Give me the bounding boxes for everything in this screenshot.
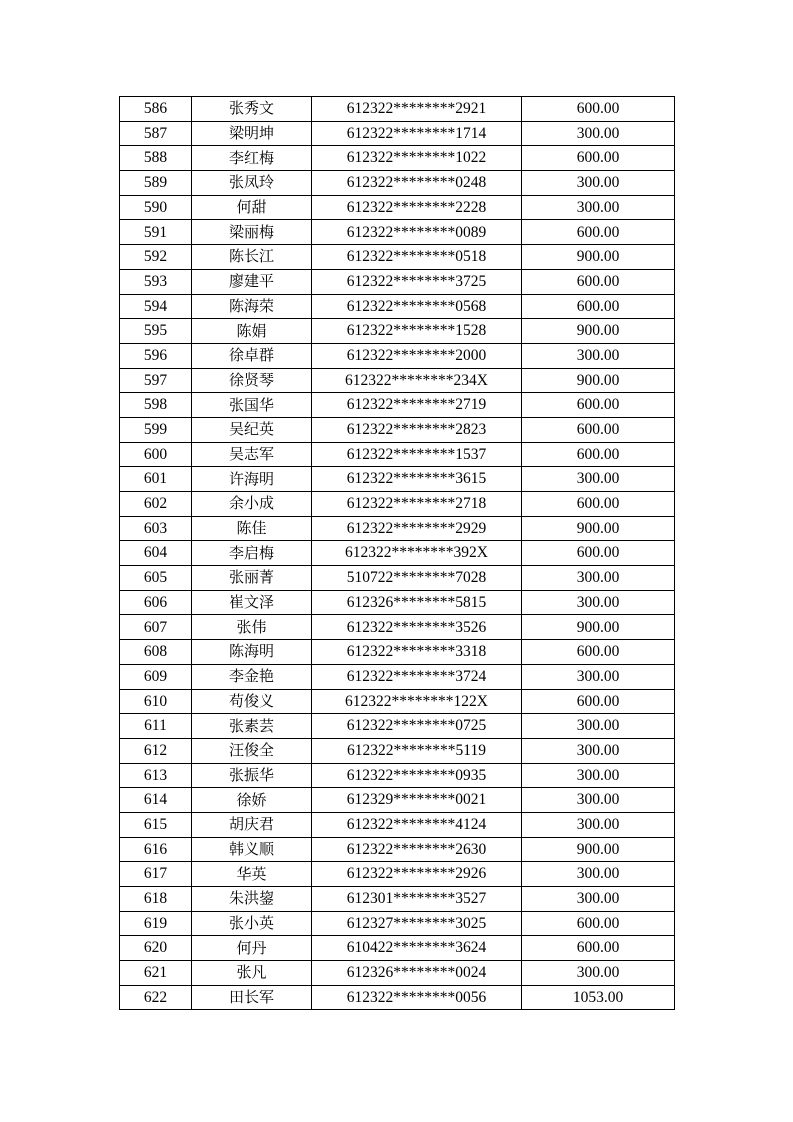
name-cell: 陈海明 [192, 640, 312, 665]
row-number-cell: 617 [120, 862, 192, 887]
table-row [120, 269, 675, 294]
id-number-cell: 612322********4124 [312, 812, 522, 837]
row-number-cell: 604 [120, 541, 192, 566]
amount-cell: 600.00 [522, 294, 675, 319]
id-number-cell: 612326********0024 [312, 961, 522, 986]
row-number-cell: 600 [120, 442, 192, 467]
id-number-cell: 612322********3724 [312, 664, 522, 689]
amount-cell: 1053.00 [522, 985, 675, 1010]
id-number-cell: 612329********0021 [312, 788, 522, 813]
amount-cell: 300.00 [522, 171, 675, 196]
table-row [120, 171, 675, 196]
id-number-cell: 612322********0056 [312, 985, 522, 1010]
row-number-cell: 595 [120, 319, 192, 344]
table-row [120, 492, 675, 517]
amount-cell: 900.00 [522, 368, 675, 393]
id-number-cell: 612322********0518 [312, 245, 522, 270]
row-number-cell: 618 [120, 887, 192, 912]
name-cell: 许海明 [192, 467, 312, 492]
table-row [120, 640, 675, 665]
name-cell: 何甜 [192, 195, 312, 220]
name-cell: 李红梅 [192, 146, 312, 171]
table-row [120, 541, 675, 566]
row-number-cell: 614 [120, 788, 192, 813]
name-cell: 余小成 [192, 492, 312, 517]
name-cell: 张振华 [192, 763, 312, 788]
id-number-cell: 612327********3025 [312, 911, 522, 936]
row-number-cell: 609 [120, 664, 192, 689]
table-row [120, 985, 675, 1010]
amount-cell: 300.00 [522, 121, 675, 146]
table-row [120, 319, 675, 344]
name-cell: 吴纪英 [192, 417, 312, 442]
table-row [120, 837, 675, 862]
row-number-cell: 588 [120, 146, 192, 171]
table-row [120, 146, 675, 171]
table-row [120, 887, 675, 912]
table-row [120, 936, 675, 961]
amount-cell: 300.00 [522, 590, 675, 615]
name-cell: 汪俊全 [192, 738, 312, 763]
name-cell: 田长军 [192, 985, 312, 1010]
table-row [120, 294, 675, 319]
id-number-cell: 612322********1714 [312, 121, 522, 146]
amount-cell: 600.00 [522, 936, 675, 961]
amount-cell: 600.00 [522, 442, 675, 467]
id-number-cell: 612322********122X [312, 689, 522, 714]
amount-cell: 900.00 [522, 245, 675, 270]
table-row [120, 689, 675, 714]
amount-cell: 600.00 [522, 541, 675, 566]
row-number-cell: 599 [120, 417, 192, 442]
id-number-cell: 612322********1022 [312, 146, 522, 171]
row-number-cell: 619 [120, 911, 192, 936]
amount-cell: 900.00 [522, 319, 675, 344]
name-cell: 胡庆君 [192, 812, 312, 837]
table-row [120, 714, 675, 739]
name-cell: 陈佳 [192, 516, 312, 541]
id-number-cell: 612322********0725 [312, 714, 522, 739]
row-number-cell: 601 [120, 467, 192, 492]
amount-cell: 600.00 [522, 146, 675, 171]
row-number-cell: 593 [120, 269, 192, 294]
table-row [120, 195, 675, 220]
table-row [120, 862, 675, 887]
name-cell: 苟俊义 [192, 689, 312, 714]
name-cell: 吴志军 [192, 442, 312, 467]
name-cell: 陈长江 [192, 245, 312, 270]
roster-table-body [120, 97, 675, 1010]
amount-cell: 600.00 [522, 492, 675, 517]
amount-cell: 600.00 [522, 220, 675, 245]
name-cell: 梁丽梅 [192, 220, 312, 245]
table-row [120, 121, 675, 146]
id-number-cell: 612322********1537 [312, 442, 522, 467]
table-row [120, 442, 675, 467]
table-row [120, 763, 675, 788]
table-row [120, 417, 675, 442]
name-cell: 张国华 [192, 393, 312, 418]
id-number-cell: 612326********5815 [312, 590, 522, 615]
row-number-cell: 597 [120, 368, 192, 393]
amount-cell: 300.00 [522, 664, 675, 689]
name-cell: 张凤玲 [192, 171, 312, 196]
table-row [120, 467, 675, 492]
row-number-cell: 610 [120, 689, 192, 714]
name-cell: 崔文泽 [192, 590, 312, 615]
table-row [120, 97, 675, 122]
id-number-cell: 612322********2926 [312, 862, 522, 887]
amount-cell: 600.00 [522, 640, 675, 665]
row-number-cell: 606 [120, 590, 192, 615]
table-row [120, 911, 675, 936]
name-cell: 张伟 [192, 615, 312, 640]
amount-cell: 300.00 [522, 343, 675, 368]
row-number-cell: 591 [120, 220, 192, 245]
id-number-cell: 612322********2823 [312, 417, 522, 442]
amount-cell: 300.00 [522, 195, 675, 220]
amount-cell: 600.00 [522, 97, 675, 122]
row-number-cell: 590 [120, 195, 192, 220]
id-number-cell: 612322********2228 [312, 195, 522, 220]
name-cell: 徐贤琴 [192, 368, 312, 393]
amount-cell: 600.00 [522, 269, 675, 294]
id-number-cell: 612322********3318 [312, 640, 522, 665]
amount-cell: 600.00 [522, 393, 675, 418]
amount-cell: 600.00 [522, 689, 675, 714]
name-cell: 徐娇 [192, 788, 312, 813]
table-row [120, 812, 675, 837]
name-cell: 朱洪鋆 [192, 887, 312, 912]
id-number-cell: 612322********2921 [312, 97, 522, 122]
row-number-cell: 594 [120, 294, 192, 319]
id-number-cell: 612322********3725 [312, 269, 522, 294]
name-cell: 陈娟 [192, 319, 312, 344]
amount-cell: 300.00 [522, 862, 675, 887]
row-number-cell: 622 [120, 985, 192, 1010]
amount-cell: 300.00 [522, 961, 675, 986]
name-cell: 华英 [192, 862, 312, 887]
amount-cell: 900.00 [522, 516, 675, 541]
name-cell: 李金艳 [192, 664, 312, 689]
id-number-cell: 612322********392X [312, 541, 522, 566]
row-number-cell: 589 [120, 171, 192, 196]
row-number-cell: 608 [120, 640, 192, 665]
table-row [120, 516, 675, 541]
amount-cell: 300.00 [522, 763, 675, 788]
amount-cell: 300.00 [522, 887, 675, 912]
row-number-cell: 592 [120, 245, 192, 270]
row-number-cell: 586 [120, 97, 192, 122]
name-cell: 张凡 [192, 961, 312, 986]
table-row [120, 368, 675, 393]
id-number-cell: 612322********1528 [312, 319, 522, 344]
name-cell: 梁明坤 [192, 121, 312, 146]
id-number-cell: 612322********234X [312, 368, 522, 393]
row-number-cell: 596 [120, 343, 192, 368]
row-number-cell: 607 [120, 615, 192, 640]
table-row [120, 664, 675, 689]
table-row [120, 961, 675, 986]
name-cell: 何丹 [192, 936, 312, 961]
table-row [120, 566, 675, 591]
row-number-cell: 598 [120, 393, 192, 418]
row-number-cell: 621 [120, 961, 192, 986]
name-cell: 李启梅 [192, 541, 312, 566]
row-number-cell: 620 [120, 936, 192, 961]
id-number-cell: 612322********3615 [312, 467, 522, 492]
row-number-cell: 612 [120, 738, 192, 763]
amount-cell: 900.00 [522, 615, 675, 640]
roster-table [119, 96, 675, 1010]
table-row [120, 220, 675, 245]
id-number-cell: 612322********3526 [312, 615, 522, 640]
row-number-cell: 605 [120, 566, 192, 591]
id-number-cell: 612301********3527 [312, 887, 522, 912]
id-number-cell: 612322********2630 [312, 837, 522, 862]
row-number-cell: 616 [120, 837, 192, 862]
id-number-cell: 610422********3624 [312, 936, 522, 961]
row-number-cell: 587 [120, 121, 192, 146]
amount-cell: 900.00 [522, 837, 675, 862]
id-number-cell: 612322********0568 [312, 294, 522, 319]
name-cell: 韩义顺 [192, 837, 312, 862]
amount-cell: 600.00 [522, 417, 675, 442]
id-number-cell: 510722********7028 [312, 566, 522, 591]
row-number-cell: 602 [120, 492, 192, 517]
id-number-cell: 612322********0248 [312, 171, 522, 196]
name-cell: 张丽菁 [192, 566, 312, 591]
name-cell: 张小英 [192, 911, 312, 936]
id-number-cell: 612322********2719 [312, 393, 522, 418]
name-cell: 陈海荣 [192, 294, 312, 319]
amount-cell: 300.00 [522, 467, 675, 492]
amount-cell: 300.00 [522, 566, 675, 591]
amount-cell: 300.00 [522, 788, 675, 813]
table-row [120, 590, 675, 615]
amount-cell: 300.00 [522, 738, 675, 763]
row-number-cell: 615 [120, 812, 192, 837]
id-number-cell: 612322********2718 [312, 492, 522, 517]
name-cell: 张素芸 [192, 714, 312, 739]
amount-cell: 300.00 [522, 714, 675, 739]
table-row [120, 245, 675, 270]
table-row [120, 788, 675, 813]
table-row [120, 738, 675, 763]
name-cell: 廖建平 [192, 269, 312, 294]
name-cell: 徐卓群 [192, 343, 312, 368]
table-row [120, 393, 675, 418]
amount-cell: 600.00 [522, 911, 675, 936]
row-number-cell: 611 [120, 714, 192, 739]
table-row [120, 343, 675, 368]
name-cell: 张秀文 [192, 97, 312, 122]
id-number-cell: 612322********2929 [312, 516, 522, 541]
id-number-cell: 612322********0935 [312, 763, 522, 788]
table-row [120, 615, 675, 640]
id-number-cell: 612322********0089 [312, 220, 522, 245]
id-number-cell: 612322********5119 [312, 738, 522, 763]
amount-cell: 300.00 [522, 812, 675, 837]
row-number-cell: 613 [120, 763, 192, 788]
row-number-cell: 603 [120, 516, 192, 541]
id-number-cell: 612322********2000 [312, 343, 522, 368]
